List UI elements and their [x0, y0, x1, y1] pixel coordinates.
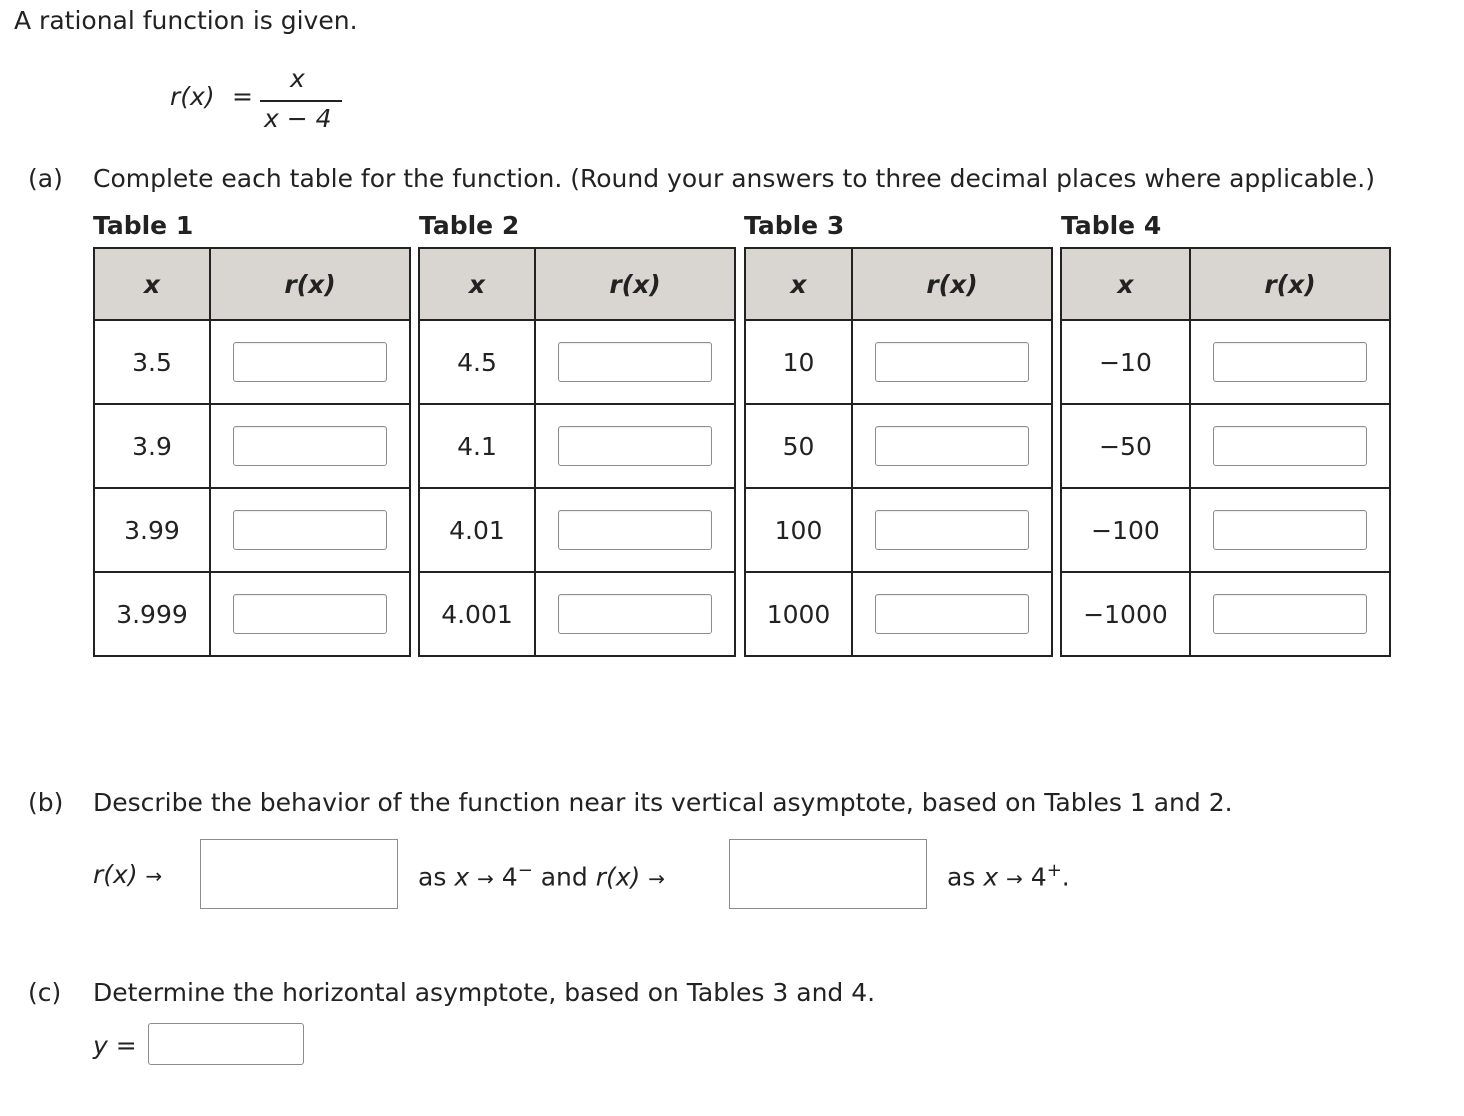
x-variable: x [983, 862, 999, 892]
table-4-title: Table 4 [1061, 211, 1162, 240]
limit-left-value: 4 [501, 862, 518, 892]
x-value: 4.5 [419, 320, 535, 404]
x-value: 10 [745, 320, 852, 404]
table-row [1061, 572, 1390, 656]
x-value: 3.999 [94, 572, 210, 656]
answer-input[interactable] [1213, 594, 1367, 634]
x-value: −100 [1061, 488, 1190, 572]
table-row [419, 488, 735, 572]
period: . [1061, 862, 1070, 892]
table-1 [93, 247, 411, 657]
answer-input[interactable] [233, 342, 387, 382]
table-header-row [94, 248, 410, 320]
formula-equals: = [232, 82, 253, 111]
x-value: 4.1 [419, 404, 535, 488]
limit-left-lhs [93, 860, 162, 889]
right-limit-answer-input[interactable] [729, 839, 927, 909]
table-3-title: Table 3 [744, 211, 845, 240]
part-a-label: (a) [28, 164, 63, 193]
formula-lhs: r(x) [170, 82, 215, 111]
formula-numerator: x [290, 64, 305, 93]
x-value: 3.9 [94, 404, 210, 488]
table-row [1061, 488, 1390, 572]
equals-sign: = [115, 1031, 137, 1060]
r-of-x-label: r(x) [595, 862, 641, 892]
table-row [94, 404, 410, 488]
fraction-bar [260, 100, 342, 102]
intro-text: A rational function is given. [14, 6, 358, 35]
arrow-symbol: → [145, 864, 163, 888]
table-2-title: Table 2 [419, 211, 520, 240]
table-row [419, 320, 735, 404]
answer-input[interactable] [875, 342, 1029, 382]
part-b-instruction: Describe the behavior of the function near its vertical asymptote, based on Tables 1 and 2. [93, 788, 1233, 817]
x-value: 3.99 [94, 488, 210, 572]
answer-input[interactable] [1213, 426, 1367, 466]
part-c-instruction: Determine the horizontal asymptote, based on Tables 3 and 4. [93, 978, 876, 1007]
table-row [1061, 404, 1390, 488]
answer-input[interactable] [1213, 342, 1367, 382]
col-r-header: r(x) [210, 248, 410, 320]
x-value: 100 [745, 488, 852, 572]
as-text: as [418, 862, 447, 892]
table-header-row [745, 248, 1052, 320]
table-header-row [419, 248, 735, 320]
part-b-label: (b) [28, 788, 64, 817]
left-limit-answer-input[interactable] [200, 839, 398, 909]
table-3 [744, 247, 1053, 657]
col-r-header: r(x) [852, 248, 1052, 320]
formula-denominator: x − 4 [264, 104, 332, 133]
table-row [419, 572, 735, 656]
table-row [419, 404, 735, 488]
r-of-x-label: r(x) [93, 860, 138, 889]
arrow-symbol: → [648, 866, 666, 891]
part-a-instruction: Complete each table for the function. (Round your answers to three decimal places where applicable.) [93, 164, 1375, 193]
and-text: and [540, 862, 588, 892]
x-value: −1000 [1061, 572, 1190, 656]
x-value: 1000 [745, 572, 852, 656]
x-value: 3.5 [94, 320, 210, 404]
col-x-header: x [1061, 248, 1190, 320]
answer-input[interactable] [558, 426, 712, 466]
y-equals-label [93, 1031, 137, 1060]
col-r-header: r(x) [535, 248, 735, 320]
table-4 [1060, 247, 1391, 657]
table-row [745, 404, 1052, 488]
answer-input[interactable] [558, 510, 712, 550]
answer-input[interactable] [233, 426, 387, 466]
table-row [1061, 320, 1390, 404]
plus-superscript: + [1046, 860, 1062, 881]
answer-input[interactable] [558, 594, 712, 634]
col-x-header: x [419, 248, 535, 320]
col-r-header: r(x) [1190, 248, 1390, 320]
x-value: −10 [1061, 320, 1190, 404]
table-row [94, 320, 410, 404]
table-header-row [1061, 248, 1390, 320]
x-value: 4.001 [419, 572, 535, 656]
arrow-symbol: → [1006, 866, 1023, 891]
as-text: as [947, 862, 976, 892]
table-row [94, 488, 410, 572]
part-c-label: (c) [28, 978, 62, 1007]
answer-input[interactable] [1213, 510, 1367, 550]
answer-input[interactable] [875, 510, 1029, 550]
answer-input[interactable] [875, 426, 1029, 466]
minus-superscript: − [517, 860, 533, 881]
table-row [745, 488, 1052, 572]
col-x-header: x [94, 248, 210, 320]
answer-input[interactable] [875, 594, 1029, 634]
col-x-header: x [745, 248, 852, 320]
table-1-title: Table 1 [93, 211, 194, 240]
answer-input[interactable] [558, 342, 712, 382]
answer-input[interactable] [233, 594, 387, 634]
x-variable: x [454, 862, 470, 892]
x-value: −50 [1061, 404, 1190, 488]
y-variable: y [93, 1031, 108, 1060]
table-row [94, 572, 410, 656]
table-row [745, 320, 1052, 404]
x-value: 4.01 [419, 488, 535, 572]
horizontal-asymptote-input[interactable] [148, 1023, 304, 1065]
answer-input[interactable] [233, 510, 387, 550]
table-2 [418, 247, 736, 657]
limit-left-condition [418, 860, 665, 891]
limit-right-condition [947, 860, 1070, 891]
x-value: 50 [745, 404, 852, 488]
limit-right-value: 4 [1030, 862, 1047, 892]
arrow-symbol: → [477, 866, 494, 891]
table-row [745, 572, 1052, 656]
